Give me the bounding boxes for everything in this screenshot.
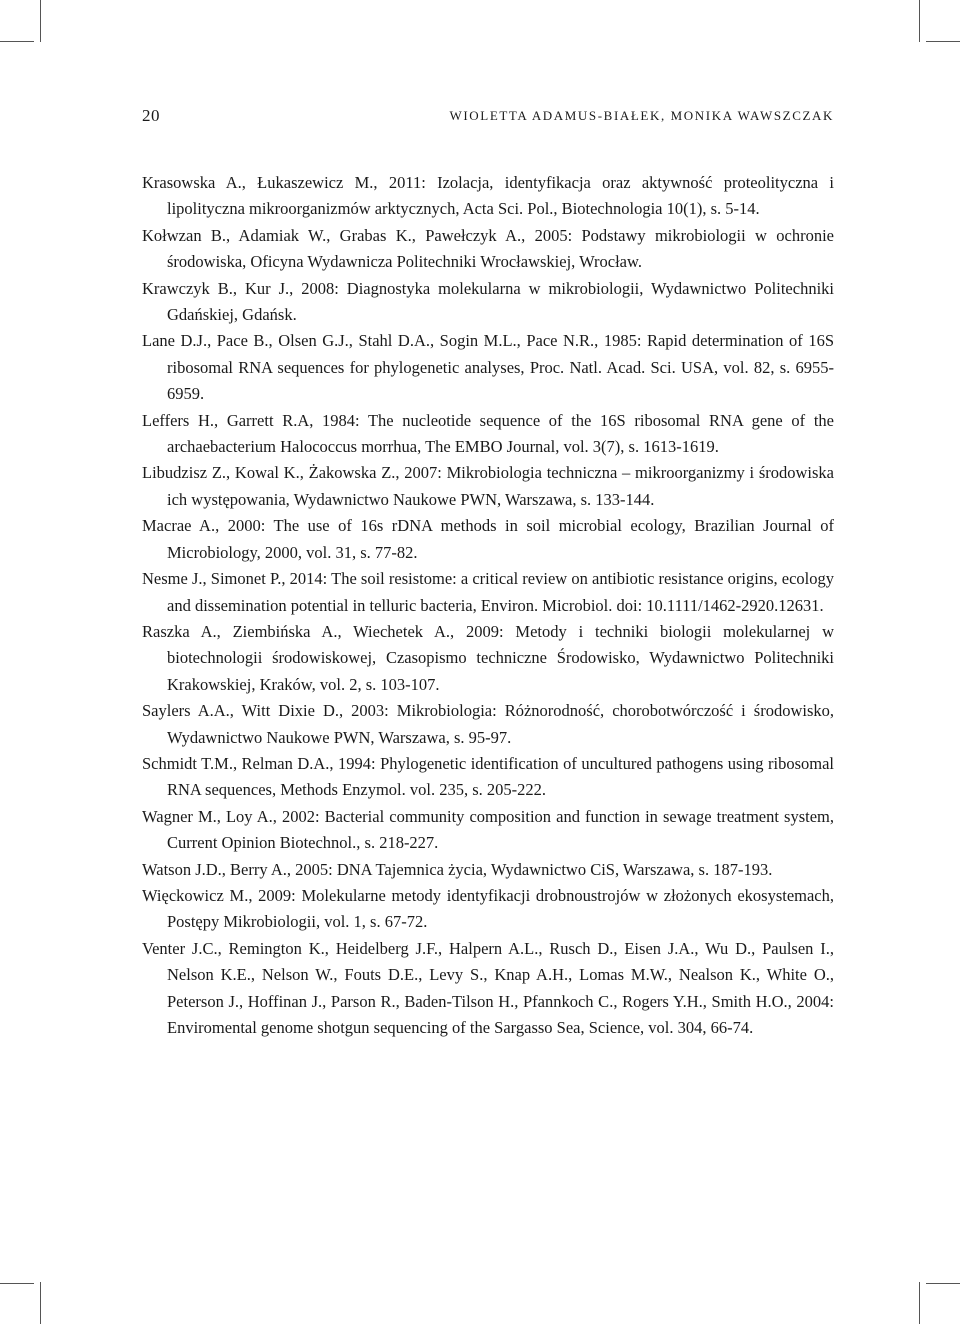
reference-entry: Libudzisz Z., Kowal K., Żakowska Z., 2007: Mikrobiologia techniczna – mikroorganizmy i środowiska ich występowania, Wydawnictwo Naukowe PWN, Warszawa, s. 133-144. xyxy=(142,463,834,509)
crop-mark-bottom-left xyxy=(40,1282,41,1324)
reference-entry: Wagner M., Loy A., 2002: Bacterial community composition and function in sewage treatment system, Current Opinion Biotechnol., s. 218-227. xyxy=(142,806,834,853)
reference-entry: Schmidt T.M., Relman D.A., 1994: Phylogenetic identification of uncultured pathogens using ribosomal RNA sequences, Methods Enzymol. vol. 235, s. 205-222. xyxy=(142,753,834,800)
crop-mark-bottom-left-horizontal xyxy=(0,1283,34,1284)
reference-entry: Leffers H., Garrett R.A, 1984: The nucleotide sequence of the 16S ribosomal RNA gene of the archaebacterium Halococcus morrhua, The EMBO Journal, vol. 3(7), s. 1613-1619. xyxy=(142,410,834,457)
reference-entry: Nesme J., Simonet P., 2014: The soil resistome: a critical review on antibiotic resistance origins, ecology and dissemination potential in telluric bacteria, Environ. Microbiol. doi: 10.1111/1462-2920.12631. xyxy=(142,569,834,615)
reference-entry: Watson J.D., Berry A., 2005: DNA Tajemnica życia, Wydawnictwo CiS, Warszawa, s. 187-193. xyxy=(142,859,773,879)
page-number: 20 xyxy=(142,106,160,125)
crop-mark-bottom-right-horizontal xyxy=(926,1283,960,1284)
reference-entry: Lane D.J., Pace B., Olsen G.J., Stahl D.A., Sogin M.L., Pace N.R., 1985: Rapid determination of 16S ribosomal RNA sequences for phylogenetic analyses, Proc. Natl. Acad. Sci. USA, vol. 82, s. 6955-6959. xyxy=(142,331,834,404)
reference-entry: Krawczyk B., Kur J., 2008: Diagnostyka molekularna w mikrobiologii, Wydawnictwo Politechniki Gdańskiej, Gdańsk. xyxy=(142,278,834,325)
crop-mark-top-left-horizontal xyxy=(0,41,34,42)
reference-entry: Raszka A., Ziembińska A., Wiechetek A., 2009: Metody i techniki biologii molekularnej w biotechnologii środowiskowej, Czasopismo techniczne Środowisko, Wydawnictwo Politechniki Krakowskiej, Kraków, vol. 2, s. 103-107. xyxy=(142,621,834,694)
reference-list xyxy=(142,170,834,1041)
reference-entry: Macrae A., 2000: The use of 16s rDNA methods in soil microbial ecology, Brazilian Journal of Microbiology, 2000, vol. 31, s. 77-82. xyxy=(142,516,834,562)
reference-entry: Więckowicz M., 2009: Molekularne metody identyfikacji drobnoustrojów w złożonych ekosystemach, Postępy Mikrobiologii, vol. 1, s. 67-72. xyxy=(142,885,834,932)
reference-entry: Venter J.C., Remington K., Heidelberg J.F., Halpern A.L., Rusch D., Eisen J.A., Wu D., Paulsen I., Nelson K.E., Nelson W., Fouts D.E., Levy S., Knap A.H., Lomas M.W., Nealson K., White O., Peterson J., Hoffinan J., Parson R., Baden-Tilson H., Pfannkoch C., Rogers Y.H., Smith H.O., 2004: Enviromental genome shotgun sequencing of the Sargasso Sea, Science, vol. 304, 66-74. xyxy=(142,938,834,1037)
running-head: WIOLETTA ADAMUS-BIAŁEK, MONIKA WAWSZCZAK xyxy=(449,108,834,123)
page-header xyxy=(142,106,834,130)
crop-mark-top-right-horizontal xyxy=(926,41,960,42)
crop-mark-top-left xyxy=(40,0,41,42)
reference-entry: Saylers A.A., Witt Dixie D., 2003: Mikrobiologia: Różnorodność, chorobotwórczość i środowisko, Wydawnictwo Naukowe PWN, Warszawa, s. 95-97. xyxy=(142,701,834,747)
reference-entry: Krasowska A., Łukaszewicz M., 2011: Izolacja, identyfikacja oraz aktywność proteolityczna i lipolityczna mikroorganizmów arktycznych, Acta Sci. Pol., Biotechnologia 10(1), s. 5-14. xyxy=(142,173,834,219)
crop-mark-bottom-right xyxy=(919,1282,920,1324)
crop-mark-top-right xyxy=(919,0,920,42)
reference-entry: Kołwzan B., Adamiak W., Grabas K., Pawełczyk A., 2005: Podstawy mikrobiologii w ochronie środowiska, Oficyna Wydawnicza Politechniki Wrocławskiej, Wrocław. xyxy=(142,225,834,272)
